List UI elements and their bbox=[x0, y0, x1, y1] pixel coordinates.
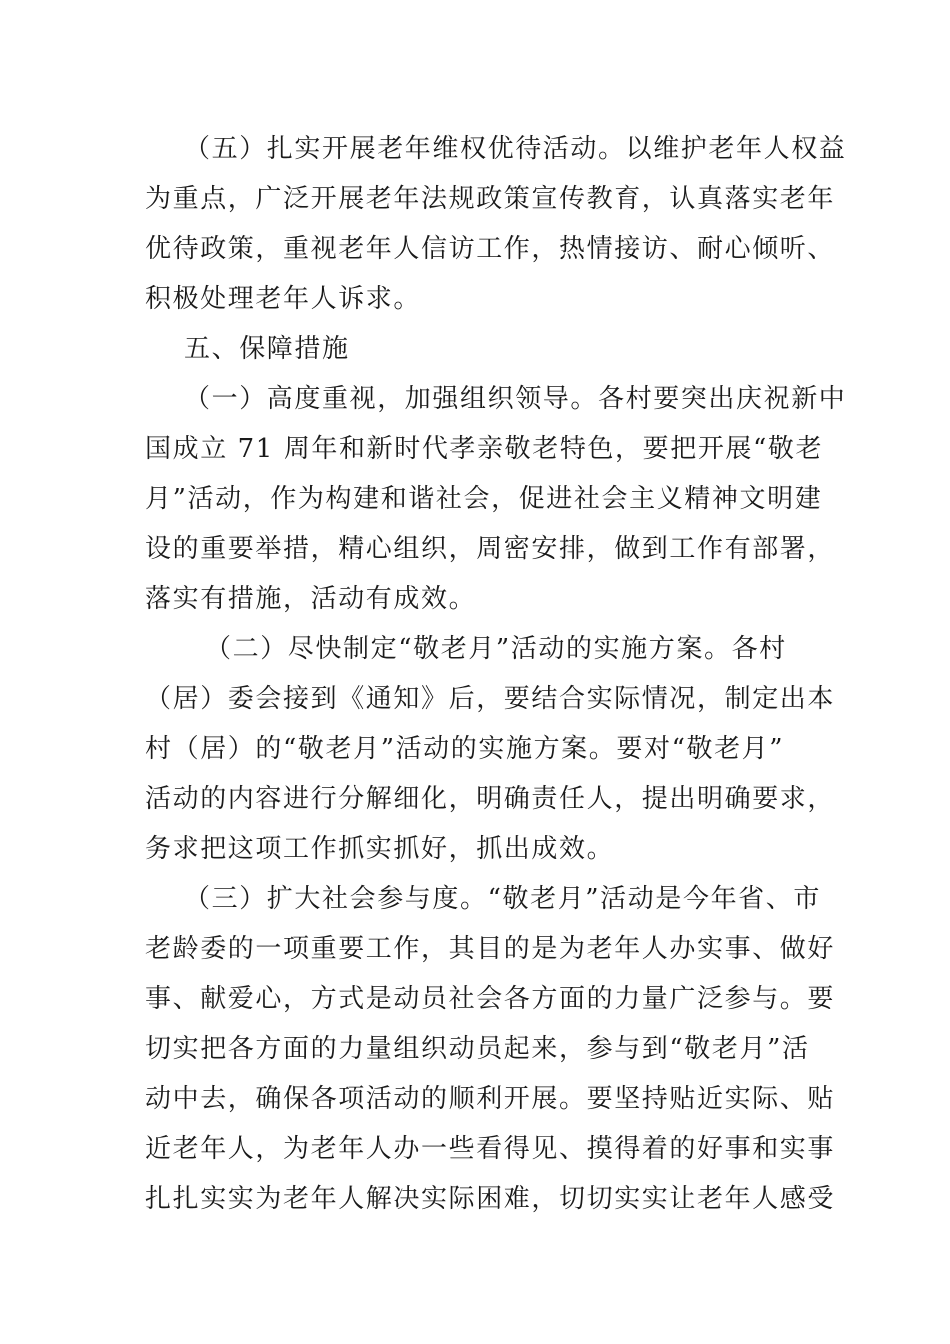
text-line-19: 切实把各方面的力量组织动员起来，参与到“敬老月”活 bbox=[145, 1034, 810, 1064]
text-line-14: 活动的内容进行分解细化，明确责任人，提出明确要求， bbox=[145, 784, 836, 814]
text-line-18: 事、献爱心，方式是动员社会各方面的力量广泛参与。要 bbox=[145, 984, 836, 1014]
text-line-13: 村（居）的“敬老月”活动的实施方案。要对“敬老月” bbox=[145, 734, 785, 764]
text-line-15: 务求把这项工作抓实抓好，抓出成效。 bbox=[145, 834, 615, 864]
text-line-8: 月”活动，作为构建和谐社会，促进社会主义精神文明建 bbox=[145, 484, 823, 514]
text-line-12: （居）委会接到《通知》后，要结合实际情况，制定出本 bbox=[145, 684, 836, 714]
text-line-20: 动中去，确保各项活动的顺利开展。要坚持贴近实际、贴 bbox=[145, 1084, 836, 1114]
text-line-7: 国成立 71 周年和新时代孝亲敬老特色，要把开展“敬老 bbox=[145, 434, 824, 464]
text-line-16: （三）扩大社会参与度。“敬老月”活动是今年省、市 bbox=[184, 884, 821, 914]
text-line-9: 设的重要举措，精心组织，周密安排，做到工作有部署， bbox=[145, 534, 836, 564]
text-line-2: 为重点，广泛开展老年法规政策宣传教育，认真落实老年 bbox=[145, 184, 836, 214]
section-heading: 五、保障措施 bbox=[184, 334, 350, 364]
text-line-1: （五）扎实开展老年维权优待活动。以维护老年人权益 bbox=[184, 134, 847, 164]
text-line-3: 优待政策，重视老年人信访工作，热情接访、耐心倾听、 bbox=[145, 234, 836, 264]
text-line-11: （二）尽快制定“敬老月”活动的实施方案。各村 bbox=[205, 634, 787, 664]
text-line-22: 扎扎实实为老年人解决实际困难，切切实实让老年人感受 bbox=[145, 1184, 836, 1214]
text-line-21: 近老年人，为老年人办一些看得见、摸得着的好事和实事 bbox=[145, 1134, 836, 1164]
text-line-17: 老龄委的一项重要工作，其目的是为老年人办实事、做好 bbox=[145, 934, 836, 964]
text-line-4: 积极处理老年人诉求。 bbox=[145, 284, 422, 314]
text-line-10: 落实有措施，活动有成效。 bbox=[145, 584, 477, 614]
text-line-6: （一）高度重视，加强组织领导。各村要突出庆祝新中 bbox=[184, 384, 847, 414]
